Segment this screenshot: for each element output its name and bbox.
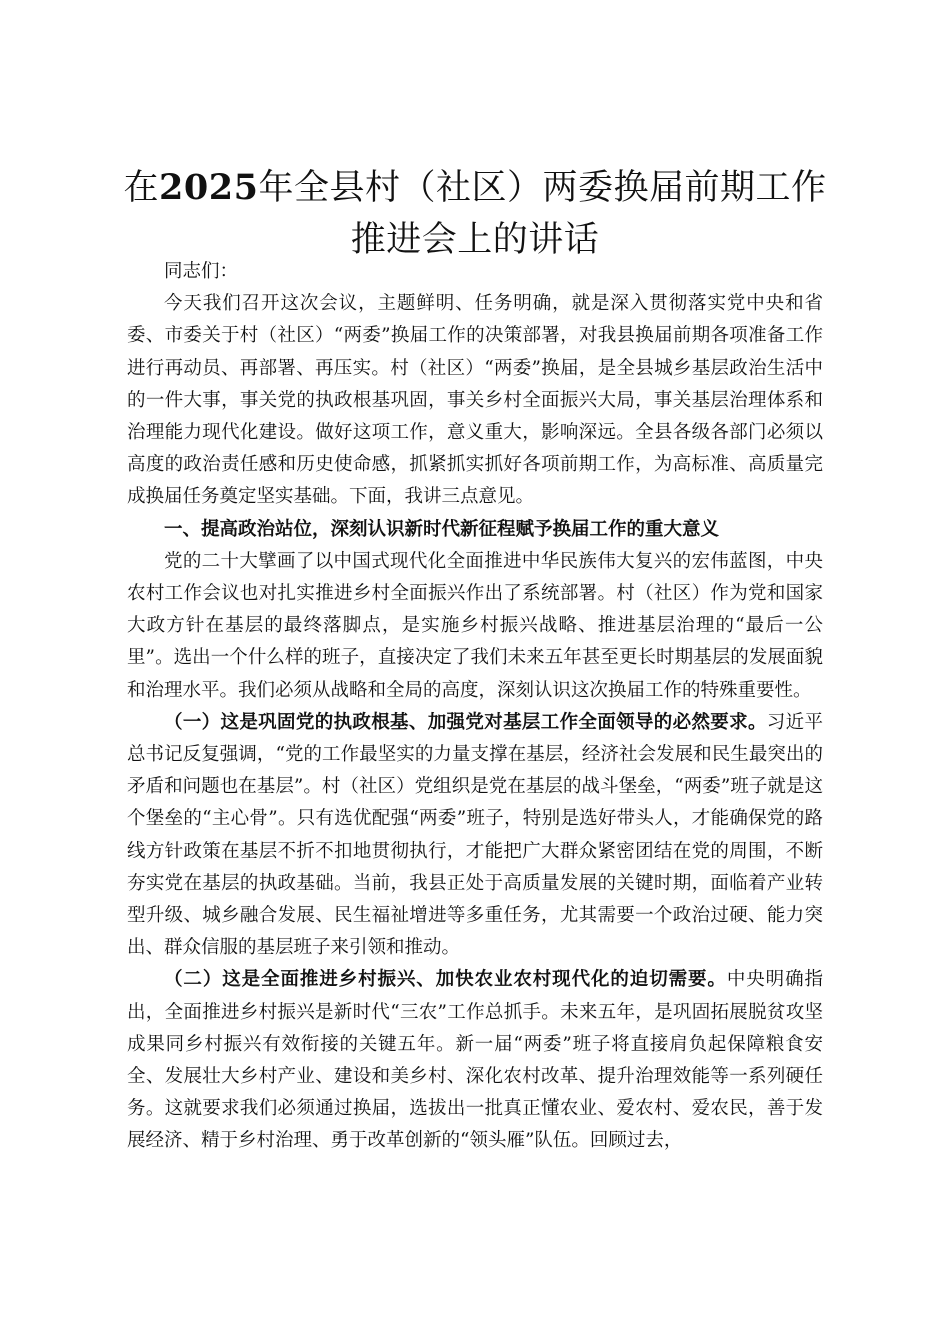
title-year: 2025: [159, 167, 259, 208]
point-2-lead: （二）这是全面推进乡村振兴、加快农业农村现代化的迫切需要。: [164, 969, 727, 991]
document-body: [127, 256, 823, 1158]
title-line-2: 推进会上的讲话: [350, 220, 600, 260]
paragraph-section-1: 党的二十大擘画了以中国式现代化全面推进中华民族伟大复兴的宏伟蓝图，中央农村工作会议也对扎实推进乡村全面振兴作出了系统部署。村（社区）作为党和国家大政方针在基层的最终落脚点，是实施乡村振兴战略、推进基层治理的“最后一公里”。选出一个什么样的班子，直接决定了我们未来五年甚至更长时期基层的发展面貌和治理水平。我们必须从战略和全局的高度，深刻认识这次换届工作的特殊重要性。: [127, 550, 823, 701]
point-2-text: 中央明确指出，全面推进乡村振兴是新时代“三农”工作总抓手。未来五年，是巩固拓展脱贫攻坚成果同乡村振兴有效衔接的关键五年。新一届“两委”班子将直接肩负起保障粮食安全、发展壮大乡村产业、建设和美乡村、深化农村改革、提升治理效能等一系列硬任务。这就要求我们必须通过换届，选拔出一批真正懂农业、爱农村、爱农民，善于发展经济、精于乡村治理、勇于改革创新的“领头雁”队伍。回顾过去，: [127, 969, 823, 1152]
title-line-1: [100, 162, 850, 214]
paragraph-point-2: [127, 964, 823, 1157]
section-heading-1: 一、提高政治站位，深刻认识新时代新征程赋予换届工作的重大意义: [164, 518, 720, 540]
point-1-text: 习近平总书记反复强调，“党的工作最坚实的力量支撑在基层，经济社会发展和民生最突出的矛盾和问题也在基层”。村（社区）党组织是党在基层的战斗堡垒，“两委”班子就是这个堡垒的“主心骨”。只有选优配强“两委”班子，特别是选好带头人，才能确保党的路线方针政策在基层不折不扣地贯彻执行，才能把广大群众紧密团结在党的周围，不断夯实党在基层的执政基础。当前，我县正处于高质量发展的关键时期，面临着产业转型升级、城乡融合发展、民生福祉增进等多重任务，尤其需要一个政治过硬、能力突出、群众信服的基层班子来引领和推动。: [127, 711, 823, 959]
title-line-1-rest: 年全县村（社区）两委换届前期工作: [258, 168, 827, 208]
paragraph-point-1: [127, 707, 823, 965]
salutation: 同志们：: [164, 261, 239, 282]
paragraph-intro: 今天我们召开这次会议，主题鲜明、任务明确，就是深入贯彻落实党中央和省委、市委关于村（社区）“两委”换届工作的决策部署，对我县换届前期各项准备工作进行再动员、再部署、再压实。村（社区）“两委”换届，是全县城乡基层政治生活中的一件大事，事关党的执政根基巩固，事关乡村全面振兴大局，事关基层治理体系和治理能力现代化建设。做好这项工作，意义重大，影响深远。全县各级各部门必须以高度的政治责任感和历史使命感，抓紧抓实抓好各项前期工作，为高标准、高质量完成换届任务奠定坚实基础。下面，我讲三点意见。: [127, 293, 823, 508]
point-1-lead: （一）这是巩固党的执政根基、加强党对基层工作全面领导的必然要求。: [164, 711, 767, 733]
document-title: [100, 162, 850, 266]
title-prefix: 在: [123, 168, 160, 208]
